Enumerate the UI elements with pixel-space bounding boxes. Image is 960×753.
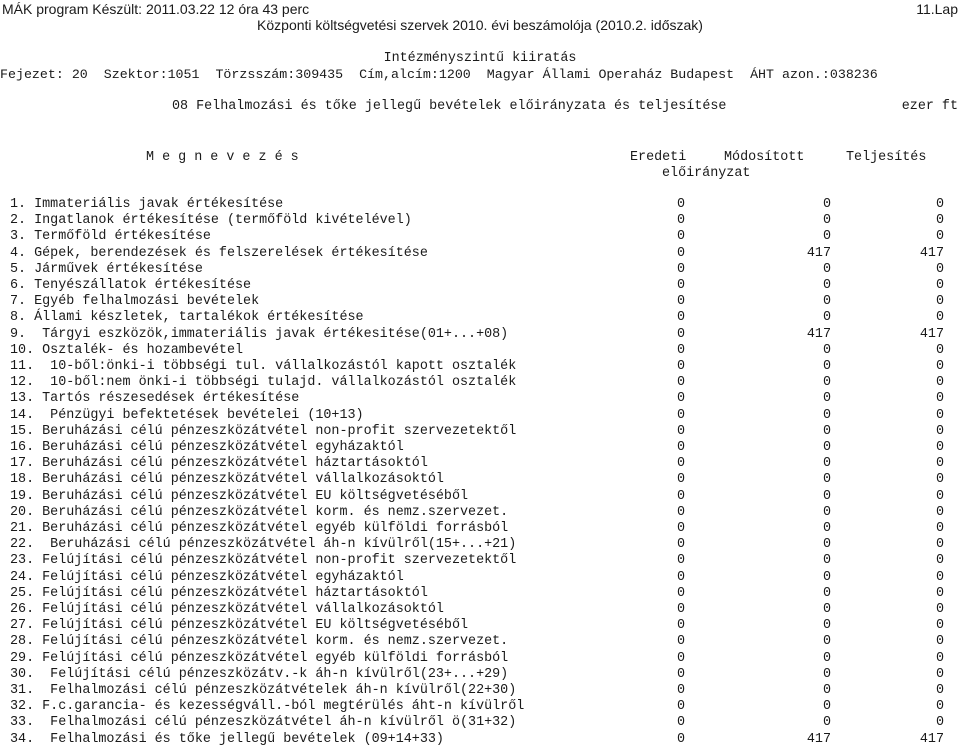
original-value: 0 — [676, 504, 685, 520]
actual-value: 0 — [935, 634, 944, 650]
row-label: 7. Egyéb felhalmozási bevételek — [10, 294, 260, 310]
original-value: 0 — [676, 375, 685, 391]
original-value: 0 — [676, 359, 685, 374]
row-label: 4. Gépek, berendezések és felszerelések értékesítése — [10, 245, 428, 261]
original-value: 0 — [676, 391, 685, 407]
table-row — [10, 327, 950, 343]
program-info: MÁK program Készült: 2011.03.22 12 óra 43 perc — [2, 1, 310, 17]
row-label: 26. Felújítási célú pénzeszközátvétel vállalkozásoktól — [10, 602, 444, 617]
row-label: 9. Tárgyi eszközök,immateriális javak értékesitése(01+...+08) — [10, 326, 509, 342]
row-label: 33. Felhalmozási célú pénzeszközátvétel áh-n kívülről ö(31+32) — [10, 715, 517, 731]
modified-value: 0 — [822, 537, 831, 553]
original-value: 0 — [676, 585, 685, 601]
row-label: 12. 10-ből:nem önki-i többségi tulajd. vállalkozástól osztalék — [10, 375, 517, 391]
row-label: 30. Felújítási célú pénzeszközátv.-k áh-n kívülről(23+...+29) — [10, 666, 509, 682]
original-value: 0 — [676, 488, 685, 504]
table-row — [10, 440, 950, 456]
table-row — [10, 553, 950, 569]
actual-value: 0 — [935, 488, 944, 504]
original-value: 0 — [676, 553, 685, 569]
modified-value: 0 — [822, 634, 831, 650]
row-label: 19. Beruházási célú pénzeszközátvétel EU költségvetéséből — [10, 488, 469, 504]
actual-value: 0 — [935, 472, 944, 488]
table-row — [10, 586, 950, 602]
actual-value: 0 — [935, 197, 944, 212]
modified-value: 0 — [822, 213, 831, 229]
actual-value: 0 — [935, 359, 944, 374]
row-label: 34. Felhalmozási és tőke jellegű bevételek (09+14+33) — [10, 731, 444, 747]
row-label: 20. Beruházási célú pénzeszközátvétel korm. és nemz.szervezet. — [10, 504, 509, 520]
actual-value: 0 — [935, 440, 944, 455]
modified-value: 0 — [822, 569, 831, 585]
actual-value: 0 — [935, 666, 944, 682]
table-row — [10, 197, 950, 213]
row-label: 3. Termőföld értékesítése — [10, 229, 211, 245]
row-label: 21. Beruházási célú pénzeszközátvétel egyéb külföldi forrásból — [10, 521, 509, 536]
column-header-actual: Teljesítés — [846, 150, 927, 165]
actual-value: 417 — [919, 245, 944, 261]
actual-value: 0 — [935, 585, 944, 601]
modified-value: 0 — [822, 197, 831, 212]
table-row — [10, 570, 950, 586]
modified-value: 0 — [822, 715, 831, 731]
row-label: 22. Beruházási célú pénzeszközátvétel áh-n kívülről(15+...+21) — [10, 537, 517, 553]
original-value: 0 — [676, 731, 685, 747]
table-row — [10, 310, 950, 326]
actual-value: 0 — [935, 602, 944, 617]
original-value: 0 — [676, 294, 685, 310]
table-row — [10, 391, 950, 407]
row-label: 11. 10-ből:önki-i többségi tul. vállalkozástól kapott osztalék — [10, 359, 517, 374]
actual-value: 0 — [935, 521, 944, 536]
row-label: 10. Osztalék- és hozambevétel — [10, 342, 244, 358]
actual-value: 0 — [935, 278, 944, 293]
unit-label: ezer ft — [901, 99, 958, 114]
modified-value: 0 — [822, 472, 831, 488]
original-value: 0 — [676, 683, 685, 698]
original-value: 0 — [676, 213, 685, 229]
row-label: 5. Járművek értékesítése — [10, 261, 203, 277]
table-row — [10, 472, 950, 488]
original-value: 0 — [676, 310, 685, 326]
report-subtitle: Intézményszintű kiiratás — [383, 51, 577, 66]
table-row — [10, 634, 950, 650]
actual-value: 0 — [935, 342, 944, 358]
actual-value: 0 — [935, 715, 944, 731]
table-row — [10, 602, 950, 618]
actual-value: 0 — [935, 294, 944, 310]
actual-value: 0 — [935, 213, 944, 229]
modified-value: 0 — [822, 504, 831, 520]
actual-value: 0 — [935, 650, 944, 666]
row-label: 32. F.c.garancia- és kezességváll.-ból megtérülés áht-n kívülről — [10, 699, 525, 715]
table-row — [10, 618, 950, 634]
actual-value: 0 — [935, 423, 944, 439]
table-row — [10, 683, 950, 699]
actual-value: 0 — [935, 375, 944, 391]
table-row — [10, 505, 950, 521]
original-value: 0 — [676, 342, 685, 358]
modified-value: 0 — [822, 229, 831, 245]
column-header-modified: Módosított — [724, 150, 805, 165]
section-title: 08 Felhalmozási és tőke jellegű bevételek előirányzata és teljesítése — [172, 99, 727, 114]
original-value: 0 — [676, 261, 685, 277]
row-label: 8. Állami készletek, tartalékok értékesítése — [10, 310, 364, 326]
table-row — [10, 278, 950, 294]
table-row — [10, 489, 950, 505]
original-value: 0 — [676, 634, 685, 650]
actual-value: 0 — [935, 407, 944, 423]
original-value: 0 — [676, 456, 685, 472]
row-label: 27. Felújítási célú pénzeszközátvétel EU költségvetéséből — [10, 618, 469, 634]
table-row — [10, 229, 950, 245]
actual-value: 0 — [935, 229, 944, 245]
table-row — [10, 213, 950, 229]
original-value: 0 — [676, 699, 685, 715]
actual-value: 0 — [935, 537, 944, 553]
actual-value: 0 — [935, 504, 944, 520]
modified-value: 417 — [806, 326, 831, 342]
original-value: 0 — [676, 245, 685, 261]
page-label: 11.Lap — [916, 1, 958, 17]
modified-value: 0 — [822, 650, 831, 666]
modified-value: 0 — [822, 342, 831, 358]
original-value: 0 — [676, 423, 685, 439]
modified-value: 0 — [822, 375, 831, 391]
table-row — [10, 294, 950, 310]
original-value: 0 — [676, 278, 685, 293]
modified-value: 0 — [822, 521, 831, 536]
row-label: 31. Felhalmozási célú pénzeszközátvételek áh-n kívülről(22+30) — [10, 683, 517, 698]
row-label: 25. Felújítási célú pénzeszközátvétel háztartásoktól — [10, 585, 428, 601]
modified-value: 417 — [806, 245, 831, 261]
original-value: 0 — [676, 407, 685, 423]
modified-value: 0 — [822, 423, 831, 439]
row-label: 24. Felújítási célú pénzeszközátvétel egyházaktól — [10, 569, 404, 585]
modified-value: 0 — [822, 618, 831, 634]
original-value: 0 — [676, 326, 685, 342]
table-row — [10, 537, 950, 553]
original-value: 0 — [676, 602, 685, 617]
table-row — [10, 521, 950, 537]
table-row — [10, 732, 950, 748]
actual-value: 0 — [935, 618, 944, 634]
actual-value: 0 — [935, 553, 944, 569]
table-row — [10, 246, 950, 262]
original-value: 0 — [676, 440, 685, 455]
table-row — [10, 262, 950, 278]
actual-value: 0 — [935, 683, 944, 698]
modified-value: 0 — [822, 359, 831, 374]
column-header-modified-line2: előirányzat — [662, 166, 751, 181]
original-value: 0 — [676, 666, 685, 682]
modified-value: 0 — [822, 294, 831, 310]
report-title: Központi költségvetési szervek 2010. évi beszámolója (2010.2. időszak) — [257, 17, 703, 33]
row-label: 17. Beruházási célú pénzeszközátvétel háztartásoktól — [10, 456, 428, 472]
institution-info: Fejezet: 20 Szektor:1051 Törzsszám:309435 Cím,alcím:1200 Magyar Állami Operaház Budapest ÁHT azon.:038236 — [0, 67, 878, 82]
row-label: 18. Beruházási célú pénzeszközátvétel vállalkozásoktól — [10, 472, 444, 488]
row-label: 13. Tartós részesedések értékesítése — [10, 391, 300, 407]
actual-value: 0 — [935, 310, 944, 326]
actual-value: 0 — [935, 261, 944, 277]
actual-value: 0 — [935, 456, 944, 472]
row-label: 16. Beruházási célú pénzeszközátvétel egyházaktól — [10, 440, 404, 455]
table-row — [10, 699, 950, 715]
row-label: 15. Beruházási célú pénzeszközátvétel non-profit szervezetektől — [10, 423, 517, 439]
modified-value: 0 — [822, 585, 831, 601]
table-row — [10, 456, 950, 472]
table-row — [10, 667, 950, 683]
actual-value: 0 — [935, 391, 944, 407]
column-header-name: M e g n e v e z é s — [146, 150, 299, 165]
table-row — [10, 375, 950, 391]
original-value: 0 — [676, 650, 685, 666]
row-label: 2. Ingatlanok értékesítése (termőföld kivételével) — [10, 213, 412, 229]
modified-value: 0 — [822, 440, 831, 455]
table-row — [10, 359, 950, 375]
modified-value: 0 — [822, 553, 831, 569]
original-value: 0 — [676, 569, 685, 585]
row-label: 29. Felújítási célú pénzeszközátvétel egyéb külföldi forrásból — [10, 650, 509, 666]
table-row — [10, 715, 950, 731]
modified-value: 0 — [822, 261, 831, 277]
modified-value: 0 — [822, 602, 831, 617]
column-header-original: Eredeti — [630, 150, 687, 165]
table-row — [10, 408, 950, 424]
row-label: 1. Immateriális javak értékesítése — [10, 197, 284, 212]
modified-value: 0 — [822, 666, 831, 682]
modified-value: 0 — [822, 407, 831, 423]
original-value: 0 — [676, 537, 685, 553]
original-value: 0 — [676, 715, 685, 731]
modified-value: 0 — [822, 310, 831, 326]
original-value: 0 — [676, 229, 685, 245]
modified-value: 0 — [822, 456, 831, 472]
original-value: 0 — [676, 472, 685, 488]
modified-value: 0 — [822, 391, 831, 407]
actual-value: 417 — [919, 326, 944, 342]
row-label: 23. Felújítási célú pénzeszközátvétel non-profit szervezetektől — [10, 553, 517, 569]
row-label: 28. Felújítási célú pénzeszközátvétel korm. és nemz.szervezet. — [10, 634, 509, 650]
original-value: 0 — [676, 618, 685, 634]
actual-value: 0 — [935, 699, 944, 715]
table-row — [10, 343, 950, 359]
row-label: 6. Tenyészállatok értékesítése — [10, 278, 252, 293]
actual-value: 417 — [919, 731, 944, 747]
table-row — [10, 651, 950, 667]
modified-value: 417 — [806, 731, 831, 747]
row-label: 14. Pénzügyi befektetések bevételei (10+13) — [10, 407, 364, 423]
original-value: 0 — [676, 197, 685, 212]
table-row — [10, 424, 950, 440]
modified-value: 0 — [822, 699, 831, 715]
modified-value: 0 — [822, 683, 831, 698]
modified-value: 0 — [822, 278, 831, 293]
actual-value: 0 — [935, 569, 944, 585]
original-value: 0 — [676, 521, 685, 536]
modified-value: 0 — [822, 488, 831, 504]
